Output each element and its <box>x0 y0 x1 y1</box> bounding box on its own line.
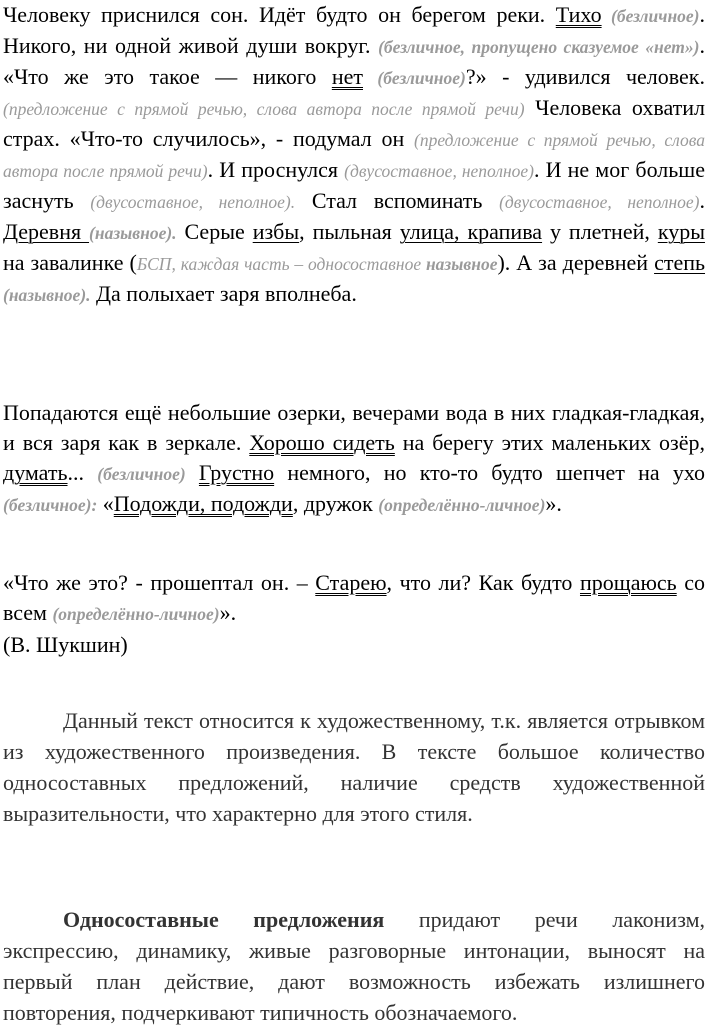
text-run: , что ли? Как будто <box>386 570 580 595</box>
text-run: Человеку приснился сон. Идёт будто он берегом реки. <box>3 2 556 27</box>
annotation: (безличное) <box>97 464 186 484</box>
subject-word: Деревня <box>3 219 90 244</box>
text-run: Да полыхает заря вполнеба. <box>90 281 357 306</box>
text-run: придают речи лаконизм, экспрессию, динамику, живые разговорные интонации, выносят на первый план действие, дают возможность избежать излишнего повторения, подчеркивают типичность обозначаемого. <box>3 907 705 1025</box>
predicate-word: прощаюсь <box>579 570 677 595</box>
text-run: «Что же это? - прошептал он. – <box>3 570 316 595</box>
annotation: (двусоставное, неполное) <box>499 192 700 212</box>
analysis-paragraph-2 <box>3 904 705 1028</box>
annotation: (безличное) <box>363 68 466 88</box>
text-run: , дружок <box>292 491 379 516</box>
subject-word: степь <box>654 250 706 275</box>
annotation: (безличное, пропущено сказуемое «нет») <box>378 37 700 57</box>
text-run: на берегу этих маленьких озёр, <box>394 430 706 455</box>
annotation: (безличное): <box>3 495 98 515</box>
text-run: ... <box>67 460 98 485</box>
author-attribution: (В. Шукшин) <box>3 632 128 657</box>
text-run: , пыльная <box>299 219 400 244</box>
predicate-word: Грустно <box>198 460 275 485</box>
annotation: БСП, каждая часть – односоставное <box>136 254 426 274</box>
text-run <box>186 460 199 485</box>
annotation: назывное <box>425 254 498 274</box>
annotation: (определённо-личное) <box>52 604 220 624</box>
text-run: ?» - удивился человек. <box>465 64 705 89</box>
text-run: « <box>97 491 114 516</box>
annotation: (назывное). <box>3 285 91 305</box>
analysis-paragraph-1: Данный текст относится к художественному, т.к. является отрывком из художественного произведения. В тексте большое количество односоставных предложений, наличие средств художественной выразительности, что характерно для этого стиля. <box>3 708 705 826</box>
annotation: (предложение с прямой речью, слова автора после прямой речи) <box>3 99 525 119</box>
predicate-word: Старею <box>315 570 387 595</box>
story-paragraph-2 <box>3 398 705 520</box>
predicate-word: Подожди, подожди <box>113 491 293 516</box>
text-run: ). А за деревней <box>497 250 655 275</box>
text-run: . И не мог больше заснуть <box>3 157 705 213</box>
annotation: (предложение с прямой речью, слова автора после прямой речи) <box>3 130 705 181</box>
predicate-word: нет <box>331 64 363 89</box>
text-run: немного, но кто-то будто шепчет на ухо <box>274 460 706 485</box>
text-run: на завалинке ( <box>3 250 137 275</box>
bold-term: Односоставные предложения <box>63 907 385 932</box>
text-run: . <box>699 188 705 213</box>
annotation: (определённо-личное) <box>378 495 546 515</box>
predicate-word: Хорошо сидеть <box>249 430 395 455</box>
text-run: Серые <box>176 219 253 244</box>
annotation: (назывное). <box>89 223 177 243</box>
annotation: (двусоставное, неполное). <box>90 192 296 212</box>
text-run: Человека охватил страх. «Что-то случилось», - подумал он <box>3 95 706 151</box>
text-run: ». <box>219 600 237 625</box>
text-run: . Никого, ни одной живой души вокруг. <box>3 2 706 58</box>
story-paragraph-1 <box>3 0 705 310</box>
predicate-word: Тихо <box>555 2 602 27</box>
story-paragraph-3 <box>3 568 705 629</box>
subject-word: избы <box>252 219 300 244</box>
text-run: у плетней, <box>542 219 658 244</box>
text-run: Попадаются ещё небольшие озерки, вечерами вода в них гладкая-гладкая, и вся заря как в зеркале. <box>3 400 705 455</box>
text-run: Стал вспоминать <box>295 188 500 213</box>
subject-word: куры <box>657 219 705 244</box>
predicate-word: думать <box>3 460 68 485</box>
annotation: (безличное) <box>601 6 700 26</box>
subject-word: улица, крапива <box>399 219 543 244</box>
text-run: . И проснулся <box>207 157 345 182</box>
text-run: . «Что же это такое — никого <box>3 33 705 89</box>
text-run: ». <box>545 491 562 516</box>
annotation: (двусоставное, неполное) <box>344 161 534 181</box>
text-run: со всем <box>3 570 706 625</box>
